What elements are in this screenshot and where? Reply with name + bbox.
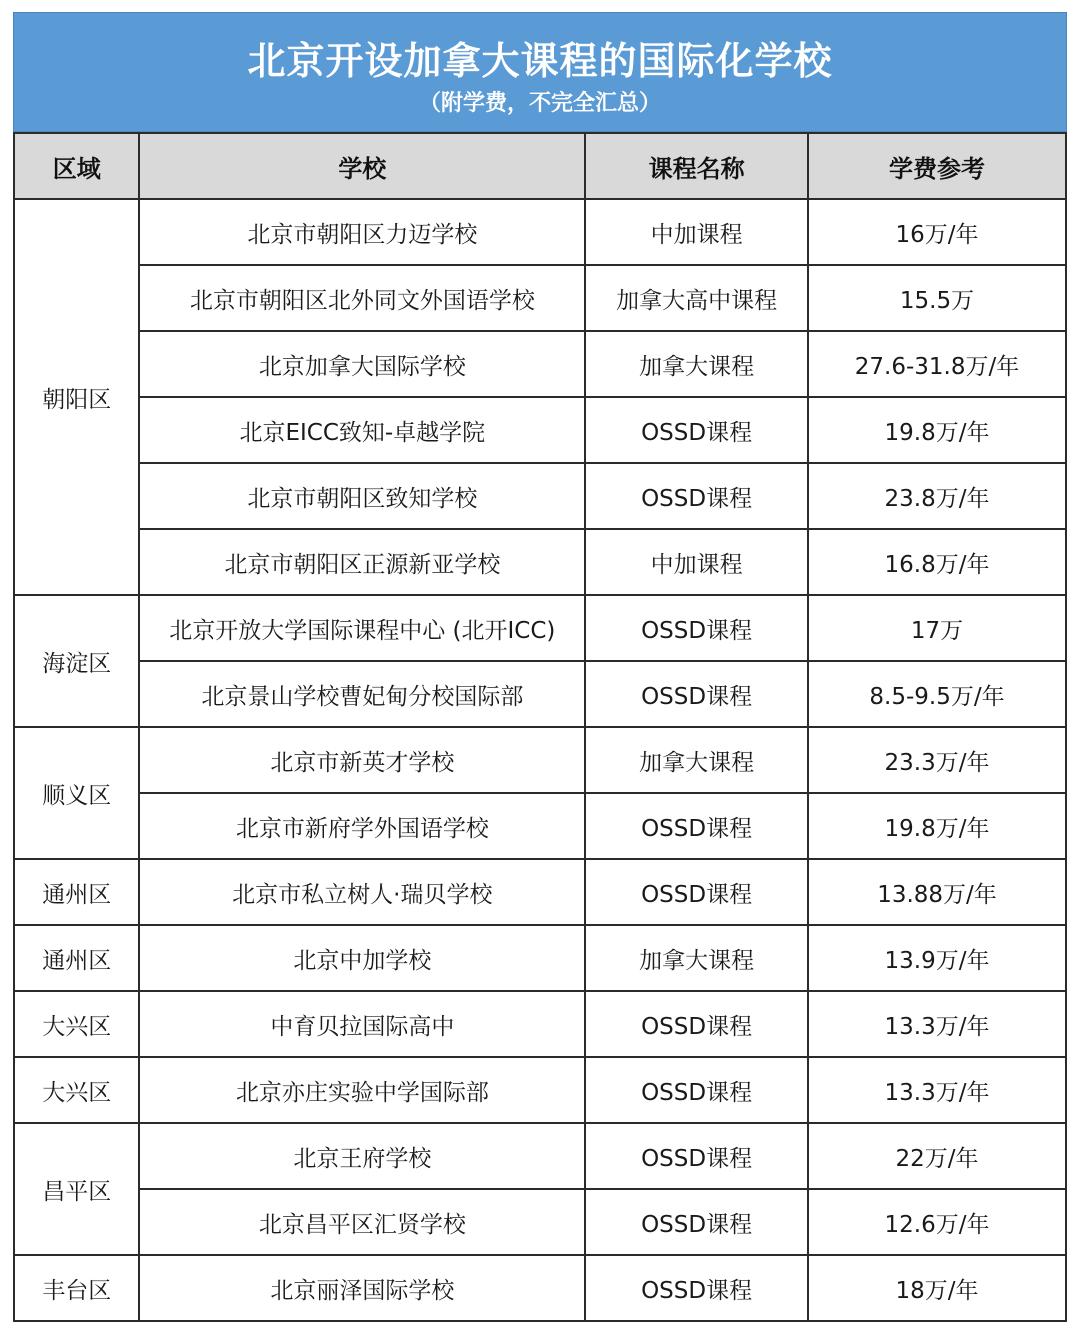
district-cell: 昌平区 xyxy=(14,1123,139,1255)
school-cell: 北京亦庄实验中学国际部 xyxy=(139,1057,585,1123)
table-row xyxy=(14,991,1066,1057)
fee-cell: 12.6万/年 xyxy=(808,1189,1066,1255)
course-cell: 加拿大高中课程 xyxy=(585,265,808,331)
fee-cell: 13.88万/年 xyxy=(808,859,1066,925)
table-row xyxy=(14,397,1066,463)
course-cell: 加拿大课程 xyxy=(585,925,808,991)
table-row xyxy=(14,1255,1066,1321)
document-frame xyxy=(13,12,1067,1322)
school-cell: 北京市新府学外国语学校 xyxy=(139,793,585,859)
fee-cell: 18万/年 xyxy=(808,1255,1066,1321)
course-cell: OSSD课程 xyxy=(585,859,808,925)
school-cell: 北京市朝阳区北外同文外国语学校 xyxy=(139,265,585,331)
school-cell: 北京开放大学国际课程中心 (北开ICC) xyxy=(139,595,585,661)
school-cell: 北京市私立树人·瑞贝学校 xyxy=(139,859,585,925)
page-title: 北京开设加拿大课程的国际化学校 xyxy=(247,39,833,83)
column-header-school: 学校 xyxy=(139,133,585,199)
district-cell: 海淀区 xyxy=(14,595,139,727)
table-row xyxy=(14,529,1066,595)
table-row xyxy=(14,1189,1066,1255)
school-cell: 中育贝拉国际高中 xyxy=(139,991,585,1057)
table-row xyxy=(14,859,1066,925)
course-cell: OSSD课程 xyxy=(585,1057,808,1123)
fee-cell: 13.3万/年 xyxy=(808,991,1066,1057)
school-cell: 北京市朝阳区致知学校 xyxy=(139,463,585,529)
fee-cell: 16万/年 xyxy=(808,199,1066,265)
table-row xyxy=(14,1057,1066,1123)
course-cell: OSSD课程 xyxy=(585,1123,808,1189)
fee-cell: 19.8万/年 xyxy=(808,793,1066,859)
title-banner xyxy=(13,12,1067,132)
fee-cell: 19.8万/年 xyxy=(808,397,1066,463)
fee-cell: 27.6-31.8万/年 xyxy=(808,331,1066,397)
course-cell: OSSD课程 xyxy=(585,1255,808,1321)
table-row xyxy=(14,1123,1066,1189)
district-cell: 大兴区 xyxy=(14,991,139,1057)
table-row xyxy=(14,265,1066,331)
school-cell: 北京丽泽国际学校 xyxy=(139,1255,585,1321)
district-cell: 朝阳区 xyxy=(14,199,139,595)
school-cell: 北京王府学校 xyxy=(139,1123,585,1189)
table-row xyxy=(14,463,1066,529)
school-cell: 北京EICC致知-卓越学院 xyxy=(139,397,585,463)
table-row xyxy=(14,727,1066,793)
district-cell: 顺义区 xyxy=(14,727,139,859)
course-cell: 加拿大课程 xyxy=(585,727,808,793)
course-cell: OSSD课程 xyxy=(585,793,808,859)
column-header-fee: 学费参考 xyxy=(808,133,1066,199)
course-cell: 加拿大课程 xyxy=(585,331,808,397)
course-cell: 中加课程 xyxy=(585,199,808,265)
course-cell: OSSD课程 xyxy=(585,595,808,661)
course-cell: 中加课程 xyxy=(585,529,808,595)
school-cell: 北京市朝阳区力迈学校 xyxy=(139,199,585,265)
table-row xyxy=(14,661,1066,727)
district-cell: 大兴区 xyxy=(14,1057,139,1123)
school-cell: 北京加拿大国际学校 xyxy=(139,331,585,397)
school-cell: 北京市朝阳区正源新亚学校 xyxy=(139,529,585,595)
fee-cell: 16.8万/年 xyxy=(808,529,1066,595)
fee-cell: 23.3万/年 xyxy=(808,727,1066,793)
fee-cell: 13.9万/年 xyxy=(808,925,1066,991)
table-row xyxy=(14,331,1066,397)
header-row xyxy=(14,133,1066,199)
course-cell: OSSD课程 xyxy=(585,1189,808,1255)
page-subtitle: （附学费，不完全汇总） xyxy=(418,91,661,116)
fee-cell: 23.8万/年 xyxy=(808,463,1066,529)
course-cell: OSSD课程 xyxy=(585,991,808,1057)
district-cell: 通州区 xyxy=(14,859,139,925)
table-row xyxy=(14,793,1066,859)
school-cell: 北京景山学校曹妃甸分校国际部 xyxy=(139,661,585,727)
school-cell: 北京中加学校 xyxy=(139,925,585,991)
table-row xyxy=(14,925,1066,991)
fee-cell: 17万 xyxy=(808,595,1066,661)
school-cell: 北京市新英才学校 xyxy=(139,727,585,793)
table-row xyxy=(14,199,1066,265)
course-cell: OSSD课程 xyxy=(585,463,808,529)
school-table xyxy=(13,132,1067,1322)
district-cell: 通州区 xyxy=(14,925,139,991)
table-row xyxy=(14,595,1066,661)
column-header-district: 区域 xyxy=(14,133,139,199)
course-cell: OSSD课程 xyxy=(585,397,808,463)
fee-cell: 22万/年 xyxy=(808,1123,1066,1189)
course-cell: OSSD课程 xyxy=(585,661,808,727)
fee-cell: 8.5-9.5万/年 xyxy=(808,661,1066,727)
school-cell: 北京昌平区汇贤学校 xyxy=(139,1189,585,1255)
fee-cell: 15.5万 xyxy=(808,265,1066,331)
column-header-course: 课程名称 xyxy=(585,133,808,199)
fee-cell: 13.3万/年 xyxy=(808,1057,1066,1123)
district-cell: 丰台区 xyxy=(14,1255,139,1321)
